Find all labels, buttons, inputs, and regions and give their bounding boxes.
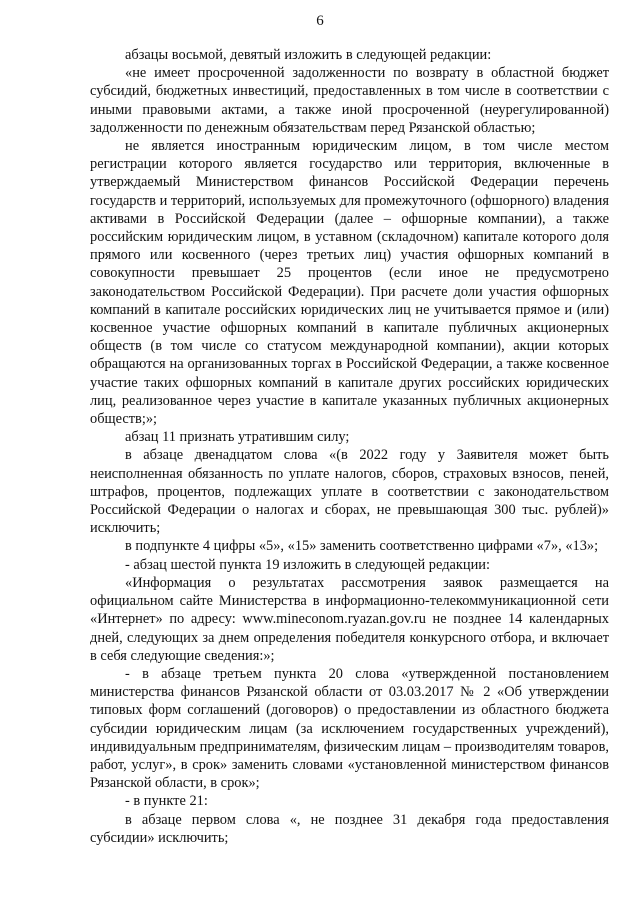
paragraph-intro: абзацы восьмой, девятый изложить в следующей редакции:: [125, 47, 492, 63]
page-number: 6: [316, 13, 324, 29]
document-body: [90, 46, 609, 847]
paragraph-first-abzac: в абзаце первом слова «, не позднее 31 декабря года предоставления субсидии» исключить;: [90, 811, 609, 846]
paragraph-point-20: - в абзаце третьем пункта 20 слова «утвержденной постановлением министерства финансов Рязанской области от 03.03.2017 № 2 «Об утверждении типовых форм соглашений (договоров) о предоставлении из областного бюджета субсидии юридическим лицам (за исключением государственных учреждений), индивидуальным предпринимателям, физическим лицам – производителям товаров, работ, услуг», в срок» заменить словами «установленной министерством финансов Рязанской области, в срок»;: [90, 665, 609, 792]
paragraph-offshore: не является иностранным юридическим лицом, в том числе местом регистрации которого является государство или территория, включенные в утверждаемый Министерством финансов Российской Федерации перечень государств и территорий, используемых для промежуточного (офшорного) владения активами в Российской Федерации (далее – офшорные компании), а также российским юридическим лицом, в уставном (складочном) капитале которого доля прямого или косвенного (через третьих лиц) участия офшорных компаний в совокупности превышает 25 процентов (если иное не предусмотрено законодательством Российской Федерации). При расчете доли участия офшорных компаний в капитале российских юридических лиц не учитывается прямое и (или) косвенное участие офшорных компаний в капитале публичных акционерных обществ (в том числе со статусом международной компании), акции которых обращаются на организованных торгах в Российской Федерации, а также косвенное участие таких офшорных компаний в капитале других российских юридических лиц, реализованное через участие в капитале указанных публичных акционерных обществ;»;: [90, 138, 609, 428]
paragraph-abzac-12: в абзаце двенадцатом слова «(в 2022 году у Заявителя может быть неисполненная обязанность по уплате налогов, сборов, страховых взносов, пеней, штрафов, процентов, подлежащих уплате в соответствии с законодательством Российской Федерации о налогах и сборах, не превышающая 300 тыс. рублей)» исключить;: [90, 447, 609, 537]
paragraph-info-results: «Информация о результатах рассмотрения заявок размещается на официальном сайте Министерства в информационно-телекоммуникационной сети «Интернет» по адресу: www.mineconom.ryazan.gov.ru не позднее 14 календарных дней, следующих за днем определения победителя конкурсного отбора, и включает в себя следующие сведения:»;: [90, 574, 609, 664]
paragraph-point-21: - в пункте 21:: [125, 793, 208, 810]
paragraph-point-19: - абзац шестой пункта 19 изложить в следующей редакции:: [125, 556, 491, 573]
paragraph-abzac-11: абзац 11 признать утратившим силу;: [125, 429, 350, 446]
paragraph-no-debt: «не имеет просроченной задолженности по возврату в областной бюджет субсидий, бюджетных инвестиций, предоставленных в том числе в соответствии с иными правовыми актами, а также иной просроченной (неурегулированной) задолженности по денежным обязательствам перед Рязанской областью;: [90, 65, 609, 136]
paragraph-subpoint-4: в подпункте 4 цифры «5», «15» заменить соответственно цифрами «7», «13»;: [125, 538, 599, 555]
